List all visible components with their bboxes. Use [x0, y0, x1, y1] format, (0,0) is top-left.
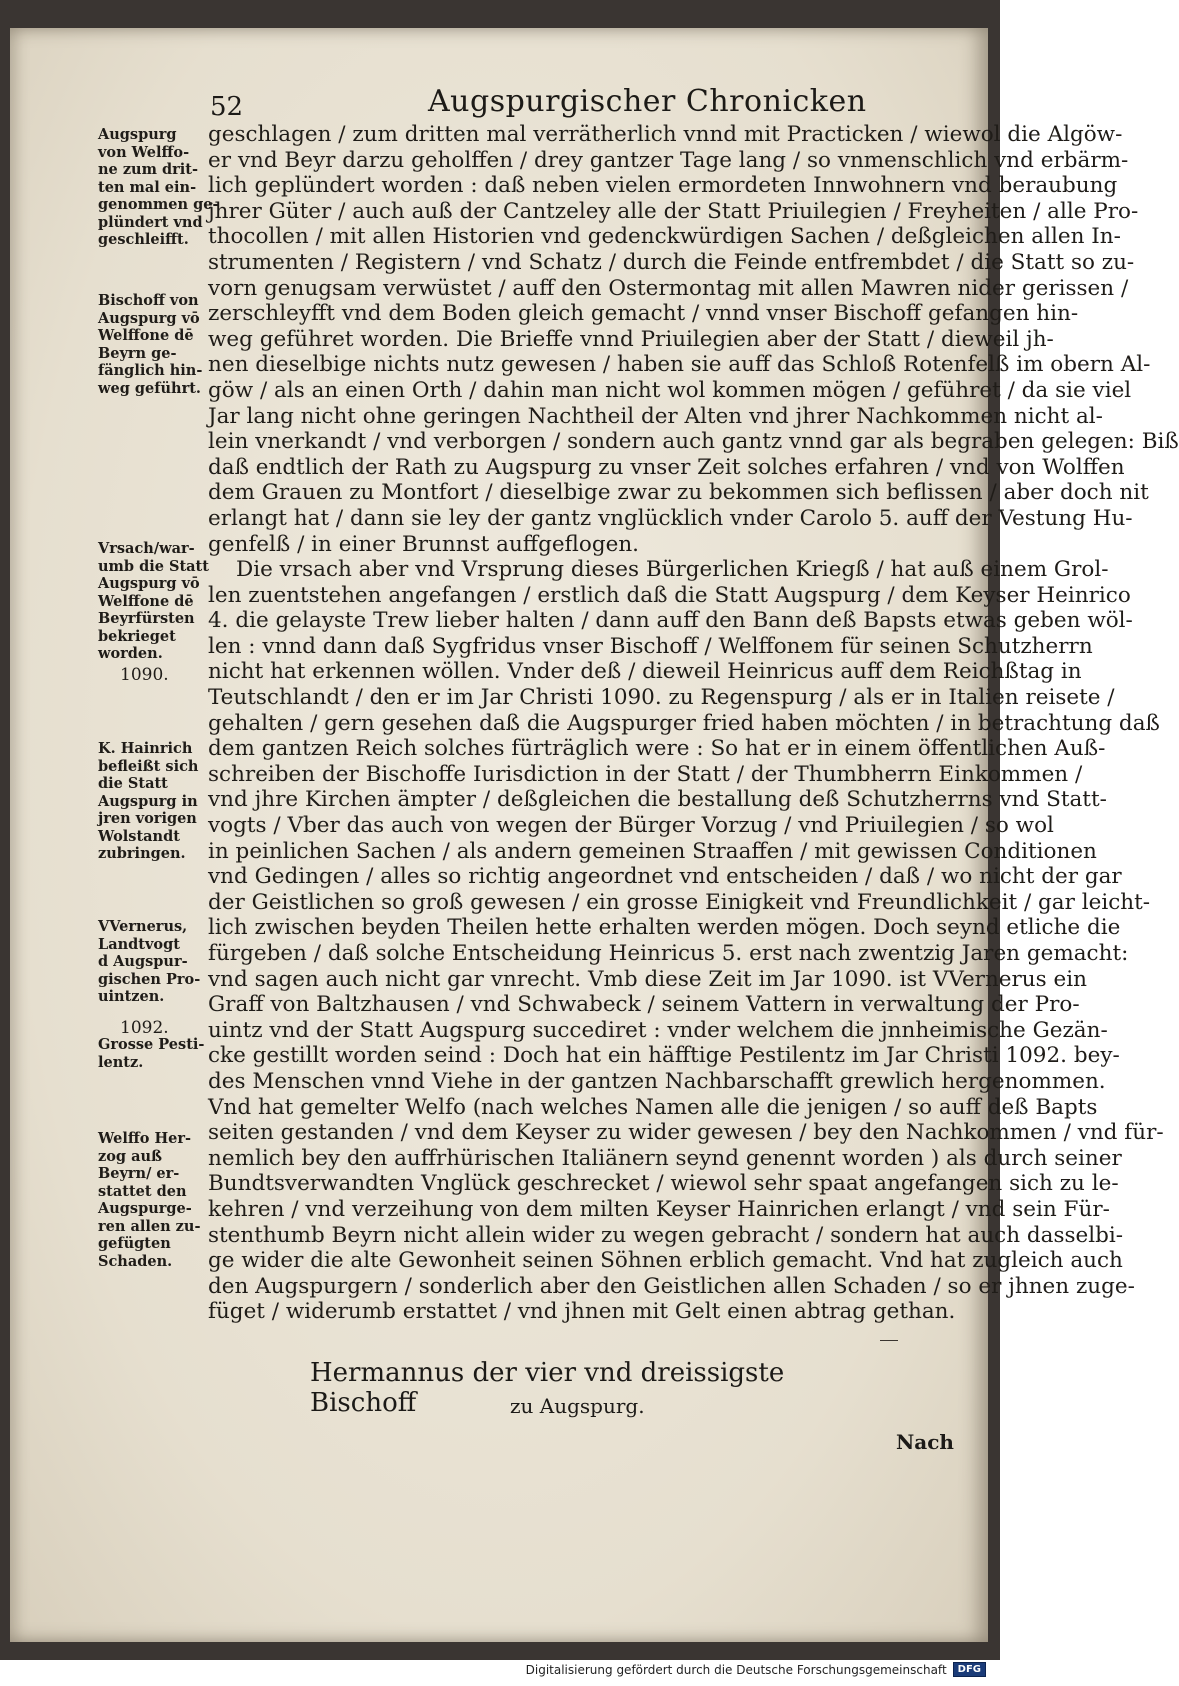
text-line: erlangt hat / dann sie ley der gantz vnglücklich vnder Carolo 5. auff der Vestung Hu-: [208, 505, 1133, 531]
text-line: weg geführet worden. Die Brieffe vnnd Priuilegien aber der Statt / dieweil jh-: [208, 326, 1054, 352]
margin-note: [98, 126, 219, 249]
footer-credit: Digitalisierung gefördert durch die Deutsche Forschungsgemeinschaft: [525, 1662, 947, 1677]
margin-year: 1092.: [120, 1018, 169, 1038]
text-line: des Menschen vnnd Viehe in der gantzen Nachbarschafft grewlich hergenommen.: [208, 1068, 1106, 1094]
text-line: gehalten / gern gesehen daß die Augspurger fried haben möchten / in betrachtung daß: [208, 710, 1160, 736]
text-line: vnd sagen auch nicht gar vnrecht. Vmb diese Zeit im Jar 1090. ist VVernerus ein: [208, 966, 1087, 992]
text-line: er vnd Beyr darzu geholffen / drey gantzer Tage lang / so vnmenschlich vnd erbärm-: [208, 147, 1129, 173]
text-line: vnd jhre Kirchen ämpter / deßgleichen die bestallung deß Schutzherrns vnd Statt-: [208, 787, 1107, 813]
text-line: zerschleyfft vnd dem Boden gleich gemacht / vnnd vnser Bischoff gefangen hin-: [208, 301, 1079, 327]
margin-note-line: Augspurg in: [98, 792, 198, 810]
margin-note-line: lentz.: [98, 1053, 144, 1071]
margin-note-line: befleißt sich: [98, 757, 199, 775]
text-line: strumenten / Registern / vnd Schatz / durch die Feinde entfrembdet / die Statt so zu-: [208, 249, 1135, 275]
margin-note-line: stattet den: [98, 1182, 187, 1200]
margin-note-line: geschleifft.: [98, 231, 189, 248]
margin-note-line: Augspurg vō: [98, 575, 200, 592]
margin-note-line: gefügten: [98, 1235, 171, 1252]
dfg-logo: DFG: [953, 1662, 986, 1677]
text-line: vorn genugsam verwüstet / auff den Ostermontag mit allen Mawren nider gerissen /: [208, 275, 1129, 301]
text-line: kehren / vnd verzeihung von dem milten Keyser Hainrichen erlangt / vnd sein Für-: [208, 1196, 1110, 1222]
text-line: vnd Gedingen / alles so richtig angeordnet vnd entscheiden / daß / wo nicht der gar: [208, 864, 1122, 890]
text-line: stenthumb Beyrn nicht allein wider zu wegen gebracht / sondern hat auch dasselbi-: [208, 1222, 1124, 1248]
text-line: göw / als an einen Orth / dahin man nicht wol kommen mögen / geführet / da sie viel: [208, 377, 1132, 403]
text-line: len zuentstehen angefangen / erstlich daß die Statt Augspurg / dem Keyser Heinrico: [208, 582, 1131, 608]
margin-note-line: worden.: [98, 645, 163, 662]
margin-note-line: uintzen.: [98, 988, 165, 1005]
margin-note-line: Wolstandt: [98, 827, 180, 845]
text-line: in peinlichen Sachen / als andern gemeinen Straaffen / mit gewissen Conditionen: [208, 838, 1097, 864]
margin-note-line: gischen Pro-: [98, 970, 201, 988]
margin-note-line: d Augspur-: [98, 953, 188, 970]
margin-note-line: K. Hainrich: [98, 740, 193, 757]
main-text: [208, 122, 1179, 1325]
text-line: uintz vnd der Statt Augspurg succediret : vnder welchem die jnnheimische Gezän-: [208, 1017, 1108, 1043]
text-line: cke gestillt worden seind : Doch hat ein häfftige Pestilentz im Jar Christi 1092. bey-: [208, 1043, 1120, 1069]
page-number: 52: [210, 92, 244, 122]
margin-note-line: Schaden.: [98, 1252, 173, 1270]
margin-note-line: Beyrfürsten: [98, 610, 195, 627]
margin-note-line: ren allen zu-: [98, 1217, 201, 1235]
margin-note-line: zog auß: [98, 1147, 163, 1165]
text-line: der Geistlichen so groß gewesen / ein grosse Einigkeit vnd Freundlichkeit / gar leicht-: [208, 889, 1151, 915]
text-line: füget / widerumb erstattet / vnd jhnen mit Gelt einen abtrag gethan.: [208, 1299, 956, 1325]
margin-note-line: Augspurg: [98, 126, 177, 143]
margin-note-line: zubringen.: [98, 845, 186, 862]
margin-year: 1090.: [120, 665, 169, 685]
margin-note-line: ne zum drit-: [98, 161, 198, 178]
text-line: fürgeben / daß solche Entscheidung Heinricus 5. erst nach zwentzig Jaren gemacht:: [208, 941, 1129, 966]
end-rule: [880, 1340, 898, 1341]
text-line: jhrer Güter / auch auß der Cantzeley alle der Statt Priuilegien / Freyheiten / alle Pro-: [208, 198, 1139, 224]
text-line: nicht hat erkennen wöllen. Vnder deß / dieweil Heinricus auff dem Reichßtag in: [208, 659, 1082, 685]
margin-note-line: fänglich hin-: [98, 362, 203, 379]
margin-note-line: ten mal ein-: [98, 178, 197, 196]
text-line: Die vrsach aber vnd Vrsprung dieses Bürgerlichen Kriegß / hat auß einem Grol-: [236, 557, 1109, 583]
margin-note-line: Augspurg vō: [98, 309, 200, 327]
section-subheading: zu Augspurg.: [510, 1394, 645, 1418]
footer: [526, 1662, 986, 1677]
margin-note-line: Landtvogt: [98, 935, 180, 953]
margin-note-line: jren vorigen: [98, 810, 197, 827]
text-line: 4. die gelayste Trew lieber halten / dann auff den Bann deß Bapsts etwas geben wöl-: [208, 608, 1133, 634]
margin-note: [98, 740, 210, 863]
text-line: Bundtsverwandten Vnglück geschrecket / wiewol sehr spaat angefangen sich zu le-: [208, 1171, 1119, 1197]
margin-note-line: Grosse Pesti-: [98, 1036, 205, 1053]
margin-note-line: die Statt: [98, 775, 168, 792]
text-line: Jar lang nicht ohne geringen Nachtheil der Alten vnd jhrer Nachkommen nicht al-: [208, 403, 1103, 429]
text-line: lich zwischen beyden Theilen hette erhalten werden mögen. Doch seynd etliche die: [208, 915, 1121, 941]
text-line: nemlich bey den auffrhürischen Italiänern seynd genennt worden ) als durch seiner: [208, 1145, 1122, 1171]
text-line: daß endtlich der Rath zu Augspurg zu vnser Zeit solches erfahren / vnd von Wolffen: [208, 454, 1125, 480]
text-line: geschlagen / zum dritten mal verrätherlich vnnd mit Practicken / wiewol die Algöw-: [208, 122, 1123, 147]
margin-note-line: plündert vnd: [98, 213, 203, 231]
text-line: den Augspurgern / sonderlich aber den Geistlichen allen Schaden / so er jhnen zuge-: [208, 1273, 1135, 1299]
margin-note-line: genommen ge-: [98, 196, 219, 213]
catchword: Nach: [896, 1430, 954, 1454]
margin-note: [98, 918, 210, 1006]
margin-note-line: Bischoff von: [98, 292, 199, 309]
margin-note-line: Vrsach/war-: [98, 540, 195, 557]
margin-note-line: Beyrn ge-: [98, 344, 177, 362]
margin-note-line: weg geführt.: [98, 379, 201, 397]
text-line: nen dieselbige nichts nutz gewesen / haben sie auff das Schloß Rotenfelß im obern Al-: [208, 352, 1151, 378]
text-line: seiten gestanden / vnd dem Keyser zu wider gewesen / bey den Nachkommen / vnd für-: [208, 1120, 1164, 1146]
text-line: lein vnerkandt / vnd verborgen / sondern auch gantz vnnd gar als begraben gelegen: Biß: [208, 429, 1179, 455]
margin-note: [98, 1130, 210, 1270]
margin-note-line: von Welffo-: [98, 143, 190, 161]
text-line: thocollen / mit allen Historien vnd gedenckwürdigen Sachen / deßgleichen allen In-: [208, 224, 1121, 250]
margin-note-line: umb die Statt: [98, 557, 209, 575]
section-heading: Hermannus der vier vnd dreissigste Bischoff: [310, 1358, 785, 1418]
margin-note: [98, 292, 210, 397]
text-line: schreiben der Bischoffe Iurisdiction in der Statt / der Thumbherrn Einkommen /: [208, 761, 1083, 787]
text-line: dem gantzen Reich solches fürträglich were : So hat er in einem öffentlichen Auß-: [208, 736, 1106, 762]
margin-note-line: Welffone dē: [98, 592, 194, 610]
margin-note: [98, 1036, 210, 1071]
running-title: Augspurgischer Chronicken: [428, 84, 867, 119]
text-line: dem Grauen zu Montfort / dieselbige zwar zu bekommen sich beflissen / aber doch nit: [208, 480, 1149, 506]
margin-note-line: Welffo Her-: [98, 1130, 192, 1147]
text-line: len : vnnd dann daß Sygfridus vnser Bischoff / Welffonem für seinen Schutzherrn: [208, 633, 1093, 659]
margin-note-line: Welffone dē: [98, 327, 194, 344]
text-line: genfelß / in einer Brunnst auffgeflogen.: [208, 531, 640, 557]
text-line: vogts / Vber das auch von wegen der Bürger Vorzug / vnd Priuilegien / so wol: [208, 813, 1054, 839]
margin-note-line: bekrieget: [98, 627, 176, 645]
text-line: Vnd hat gemelter Welfo (nach welches Namen alle die jenigen / so auff deß Bapts: [208, 1094, 1098, 1120]
margin-note-line: Beyrn/ er-: [98, 1165, 180, 1182]
margin-note: [98, 540, 210, 663]
text-line: ge wider die alte Gewonheit seinen Söhnen erblich gemacht. Vnd hat zugleich auch: [208, 1248, 1123, 1274]
text-line: Graff von Baltzhausen / vnd Schwabeck / seinem Vattern in verwaltung der Pro-: [208, 992, 1080, 1018]
text-line: lich geplündert worden : daß neben vielen ermordeten Innwohnern vnd beraubung: [208, 173, 1118, 199]
margin-note-line: Augspurge-: [98, 1200, 192, 1217]
margin-note-line: VVernerus,: [98, 918, 188, 935]
text-line: Teutschlandt / den er im Jar Christi 1090. zu Regenspurg / als er in Italien reisete /: [208, 685, 1115, 711]
